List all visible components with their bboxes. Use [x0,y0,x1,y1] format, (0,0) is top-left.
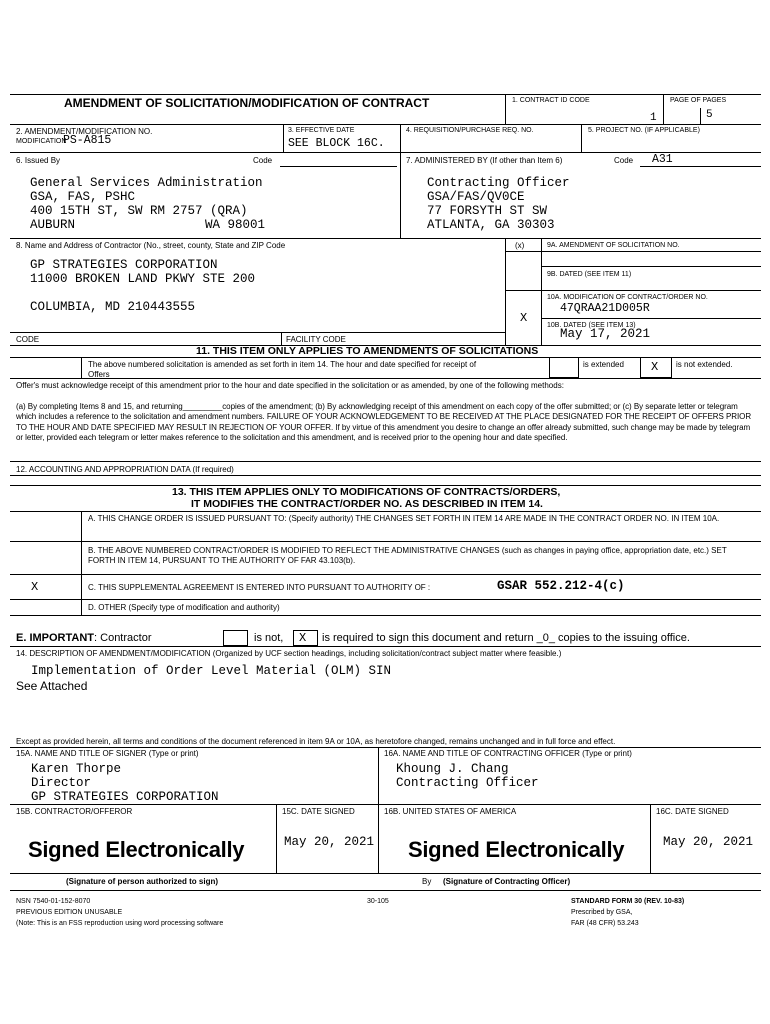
issued-by-code-label: Code [253,156,273,165]
officer-title: Contracting Officer [396,776,539,790]
code-label: CODE [16,335,40,344]
item14-label: 14. DESCRIPTION OF AMENDMENT/MODIFICATION (Organized by UCF section headings, including solicitation/contract subject matter where feasible.) [16,649,562,658]
footer-prescribed: Prescribed by GSA, [571,909,633,916]
project-label: 5. PROJECT NO. (IF APPLICABLE) [588,127,700,134]
rule [10,804,761,805]
rule [505,251,761,252]
issuer-line2: GSA, FAS, PSHC [30,190,136,204]
form-title: AMENDMENT OF SOLICITATION/MODIFICATION OF CONTRACT [64,96,430,110]
rule [10,152,761,153]
rule [10,461,761,462]
divider [505,94,506,124]
page-of-pages-label: PAGE OF PAGES [670,97,727,104]
divider [581,124,582,152]
label-9b: 9B. DATED (SEE ITEM 11) [547,271,632,278]
value-10b: May 17, 2021 [560,327,651,341]
contractor-line1: GP STRATEGIES CORPORATION [30,258,218,272]
item13-c-authority: GSAR 552.212-4(c) [497,579,625,593]
signer-company: GP STRATEGIES CORPORATION [31,790,219,804]
top-border [10,94,761,95]
item11-text: The above numbered solicitation is amended as set forth in item 14. The hour and date specified for receipt of [88,360,477,369]
item13-c: C. THIS SUPPLEMENTAL AGREEMENT IS ENTERED INTO PURSUANT TO AUTHORITY OF : [88,583,431,592]
item13-d: D. OTHER (Specify type of modification and authority) [88,603,280,612]
footer-note: (Note: This is an FSS reproduction using word processing software [16,920,224,927]
item13-heading2: IT MODIFIES THE CONTRACT/ORDER NO. AS DESCRIBED IN ITEM 14. [191,498,543,510]
issuer-line3: 400 15TH ST, SW RM 2757 (QRA) [30,204,248,218]
signer-title: Director [31,776,92,790]
rule [10,238,761,239]
label-10b: 10B. DATED (SEE ITEM 13) [547,322,636,329]
item13-c-x: X [31,580,39,594]
divider [663,94,664,124]
label-15c: 15C. DATE SIGNED [282,807,355,816]
item14-description: Implementation of Order Level Material (OLM) SIN [31,664,392,678]
date-signed-contractor: May 20, 2021 [284,835,375,849]
rule [541,318,761,319]
is-required-x: X [299,631,307,645]
admin-line2: GSA/FAS/QV0CE [427,190,525,204]
contractor-label: 8. Name and Address of Contractor (No., street, county, State and ZIP Code [16,241,286,250]
modification-prefix: MODIFICATION [16,138,67,145]
label-16b: 16B. UNITED STATES OF AMERICA [384,807,517,816]
label-16c: 16C. DATE SIGNED [656,807,729,816]
contract-id-label: 1. CONTRACT ID CODE [512,97,590,104]
item13-heading1: 13. THIS ITEM APPLIES ONLY TO MODIFICATIONS OF CONTRACTS/ORDERS, [172,486,561,498]
rule [10,599,761,600]
required-text: is required to sign this document and return _0_ copies to the issuing office. [322,632,690,644]
important-line [16,632,151,644]
item14-see-attached: See Attached [16,679,88,693]
footer-form-no: 30-105 [367,898,389,905]
facility-code-label: FACILITY CODE [286,335,346,344]
footer-far: FAR (48 CFR) 53.243 [571,920,639,927]
divider [700,108,701,124]
rule [10,615,761,616]
label-10a: 10A. MODIFICATION OF CONTRACT/ORDER NO. [547,294,708,301]
x-mark-10a: X [520,311,528,325]
except-text: Except as provided herein, all terms and conditions of the document referenced in item 9A or 10A, as heretofore changed, remains unchanged and in full force and effect. [16,737,616,746]
label-15b: 15B. CONTRACTOR/OFFEROR [16,807,133,816]
rule [541,266,761,267]
issued-by-label: 6. Issued By [16,156,61,165]
signer-name: Karen Thorpe [31,762,122,776]
effective-date-value: SEE BLOCK 16C. [288,137,385,150]
rule [505,290,761,291]
divider [400,152,401,238]
code-underline [640,166,761,167]
page-number: 1 [650,112,657,124]
rule [10,541,761,542]
acknowledge-methods: (a) By completing Items 8 and 15, and returning_________copies of the amendment; (b) By acknowledging receipt of this amendment on each copy of the offer submitted; or (c) By separate letter or telegram which includes a reference to the solicitation and amendment numbers. FAILURE OF YOUR ACKNOWLEDGEMENT TO BE RECEIVED AT THE PLACE DESIGNATED FOR THE RECEIPT OF OFFERS PRIOR TO THE HOUR AND DATE SPECIFIED MAY RESULT IN REJECTION OF YOUR OFFER. If by virtue of this amendment you desire to change an offer already submitted, such change may be made by telegram or letter, provided each telegram or letter makes reference to the solicitation and this amendment, and is received prior to the opening hour and date specified. [16,402,752,443]
rule [10,890,761,891]
important-contractor: : Contractor [94,632,152,644]
rule [10,124,761,125]
is-extended-label: is extended [583,360,624,369]
rule [10,511,761,512]
label-15a: 15A. NAME AND TITLE OF SIGNER (Type or print) [16,749,199,758]
acknowledge-text: Offer's must acknowledge receipt of this amendment prior to the hour and date specified in the solicitation or as amended, by one of the following methods: [16,381,564,390]
item13-b: B. THE ABOVE NUMBERED CONTRACT/ORDER IS MODIFIED TO REFLECT THE ADMINISTRATIVE CHANGES (such as changes in paying office, appropriation date, etc.) SET FORTH IN ITEM 14, PURSUANT TO THE AUTHORITY OF FAR 43.103(b). [88,546,727,565]
rule [10,332,505,333]
rule [10,475,761,476]
divider [650,804,651,873]
important-label: E. IMPORTANT [16,632,95,644]
footer-nsn: NSN 7540-01-152-8070 [16,898,91,905]
contractor-line2: 11000 BROKEN LAND PKWY STE 200 [30,272,256,286]
item11-offers: Offers [88,370,110,379]
admin-line4: ATLANTA, GA 30303 [427,218,555,232]
divider [281,332,282,345]
modification-number: PS-A815 [63,134,112,147]
divider [283,124,284,152]
divider [541,238,542,345]
label-9a: 9A. AMENDMENT OF SOLICITATION NO. [547,242,680,249]
x-column-label: (x) [515,241,525,250]
caption-by: By [422,877,432,886]
divider [378,747,379,873]
not-extended-label: is not extended. [676,360,733,369]
value-10a: 47QRAA21D005R [560,302,650,315]
is-not-checkbox[interactable] [223,630,248,646]
date-signed-officer: May 20, 2021 [663,835,754,849]
is-not-label: is not, [254,632,284,644]
footer-previous: PREVIOUS EDITION UNUSABLE [16,909,123,916]
issuer-state-zip: WA 98001 [205,218,266,232]
effective-date-label: 3. EFFECTIVE DATE [288,127,355,134]
admin-line3: 77 FORSYTH ST SW [427,204,548,218]
page-count: 5 [706,109,713,121]
divider [81,357,82,378]
rule [10,747,761,748]
officer-name: Khoung J. Chang [396,762,509,776]
not-extended-x: X [651,360,659,374]
divider [400,124,401,152]
extended-checkbox[interactable] [549,357,579,378]
rule [10,873,761,874]
issuer-line1: General Services Administration [30,176,263,190]
label-16a: 16A. NAME AND TITLE OF CONTRACTING OFFICER (Type or print) [384,749,632,758]
item11-heading: 11. THIS ITEM ONLY APPLIES TO AMENDMENTS OF SOLICITATIONS [196,345,539,357]
administered-code-value: A31 [652,153,673,166]
signature-officer[interactable]: Signed Electronically [408,837,625,862]
requisition-label: 4. REQUISITION/PURCHASE REQ. NO. [406,127,534,134]
footer-standard-form: STANDARD FORM 30 (REV. 10-83) [571,898,685,905]
admin-line1: Contracting Officer [427,176,570,190]
divider [276,804,277,873]
issuer-city: AUBURN [30,218,76,232]
caption-officer: (Signature of Contracting Officer) [443,877,571,886]
divider [505,238,506,345]
item13-a: A. THIS CHANGE ORDER IS ISSUED PURSUANT TO: (Specify authority) THE CHANGES SET FORTH IN ITEM 14 ARE MADE IN THE CONTRACT ORDER NO. IN ITEM 10A. [88,514,720,523]
rule [10,574,761,575]
contractor-line3: COLUMBIA, MD 210443555 [30,300,196,314]
item12-label: 12. ACCOUNTING AND APPROPRIATION DATA (If required) [16,465,234,474]
code-underline [280,166,397,167]
caption-contractor: (Signature of person authorized to sign) [66,877,218,886]
rule [10,378,761,379]
rule [10,646,761,647]
signature-contractor[interactable]: Signed Electronically [28,837,245,862]
administered-by-label: 7. ADMINISTERED BY (If other than Item 6) [406,156,563,165]
administered-code-label: Code [614,156,634,165]
amendment-label: 2. AMENDMENT/MODIFICATION NO. [16,127,153,136]
